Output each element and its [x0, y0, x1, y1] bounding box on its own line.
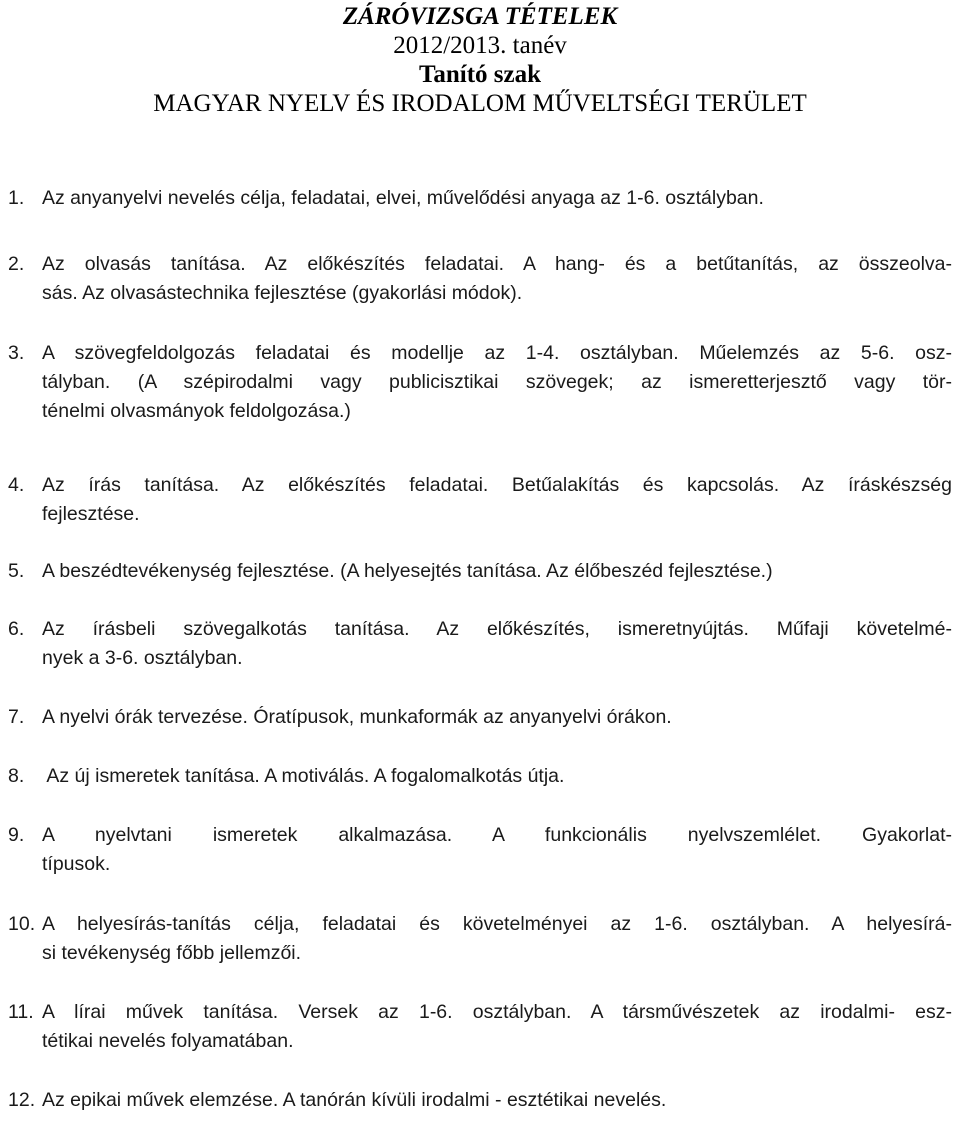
- item-line: A lírai művek tanítása. Versek az 1-6. osztályban. A társművészetek az irodalmi- esz-: [42, 1001, 952, 1023]
- list-item: [8, 339, 952, 426]
- document-title: ZÁRÓVIZSGA TÉTELEK: [342, 3, 618, 30]
- item-number: 12.: [8, 1089, 36, 1111]
- list-item: [8, 910, 952, 968]
- item-text: [42, 250, 952, 308]
- item-line: A nyelvi órák tervezése. Óratípusok, munkaformák az anyanyelvi órákon.: [42, 706, 672, 728]
- list-item: [8, 471, 952, 529]
- item-line: Az anyanyelvi nevelés célja, feladatai, elvei, művelődési anyaga az 1-6. osztályban.: [42, 187, 764, 209]
- item-number: 2.: [8, 253, 25, 275]
- item-line: tályban. (A szépirodalmi vagy publicisztikai szövegek; az ismeretterjesztő vagy tör-: [42, 371, 952, 393]
- item-number: 1.: [8, 187, 25, 209]
- item-number: 6.: [8, 618, 25, 640]
- item-number: 8.: [8, 765, 25, 787]
- item-line: A beszédtevékenység fejlesztése. (A helyesejtés tanítása. Az élőbeszéd fejlesztése.): [42, 560, 773, 582]
- item-line: sás. Az olvasástechnika fejlesztése (gyakorlási módok).: [42, 282, 523, 304]
- item-line: Az epikai művek elemzése. A tanórán kívüli irodalmi - esztétikai nevelés.: [42, 1089, 667, 1111]
- item-text: [42, 910, 952, 968]
- list-item: [8, 703, 952, 732]
- list-item: [8, 998, 952, 1056]
- item-line: Az olvasás tanítása. Az előkészítés feladatai. A hang- és a betűtanítás, az összeolva-: [42, 253, 952, 275]
- list-item: [8, 250, 952, 308]
- item-text: [42, 557, 952, 586]
- item-line: nyek a 3-6. osztályban.: [42, 647, 243, 669]
- item-line: Az írásbeli szövegalkotás tanítása. Az előkészítés, ismeretnyújtás. Műfaji követelmé-: [42, 618, 952, 640]
- item-line: tétikai nevelés folyamatában.: [42, 1030, 294, 1052]
- item-number: 3.: [8, 342, 25, 364]
- item-line: fejlesztése.: [42, 503, 140, 525]
- list-item: [8, 615, 952, 673]
- item-text: [42, 1086, 952, 1115]
- item-text: [42, 184, 952, 213]
- item-text: [42, 762, 952, 791]
- item-line: ténelmi olvasmányok feldolgozása.): [42, 400, 351, 422]
- item-text: [42, 615, 952, 673]
- list-item: [8, 1086, 952, 1115]
- item-line: A helyesírás-tanítás célja, feladatai és követelményei az 1-6. osztályban. A helyesírá-: [42, 913, 952, 935]
- item-line: A nyelvtani ismeretek alkalmazása. A funkcionális nyelvszemlélet. Gyakorlat-: [42, 824, 952, 846]
- item-text: [42, 821, 952, 879]
- item-number: 7.: [8, 706, 25, 728]
- item-line: si tevékenység főbb jellemzői.: [42, 942, 302, 964]
- program-name: Tanító szak: [418, 61, 542, 88]
- item-line: Az írás tanítása. Az előkészítés feladatai. Betűalakítás és kapcsolás. Az íráskészség: [42, 474, 952, 496]
- item-text: [42, 703, 952, 732]
- item-text: [42, 471, 952, 529]
- item-line: Az új ismeretek tanítása. A motiválás. A fogalomalkotás útja.: [42, 765, 565, 787]
- item-text: [42, 998, 952, 1056]
- list-item: [8, 184, 952, 213]
- academic-year: 2012/2013. tanév: [393, 32, 567, 59]
- document-header: [0, 0, 960, 118]
- item-line: típusok.: [42, 853, 111, 875]
- subject-area: MAGYAR NYELV ÉS IRODALOM MŰVELTSÉGI TERÜLET: [153, 90, 807, 117]
- item-number: 11.: [8, 1001, 34, 1023]
- item-number: 9.: [8, 824, 25, 846]
- item-number: 10.: [8, 913, 36, 935]
- item-text: [42, 339, 952, 426]
- item-line: A szövegfeldolgozás feladatai és modellje az 1-4. osztályban. Műelemzés az 5-6. osz-: [42, 342, 952, 364]
- list-item: [8, 762, 952, 791]
- item-number: 5.: [8, 560, 25, 582]
- list-item: [8, 557, 952, 586]
- list-item: [8, 821, 952, 879]
- item-number: 4.: [8, 474, 25, 496]
